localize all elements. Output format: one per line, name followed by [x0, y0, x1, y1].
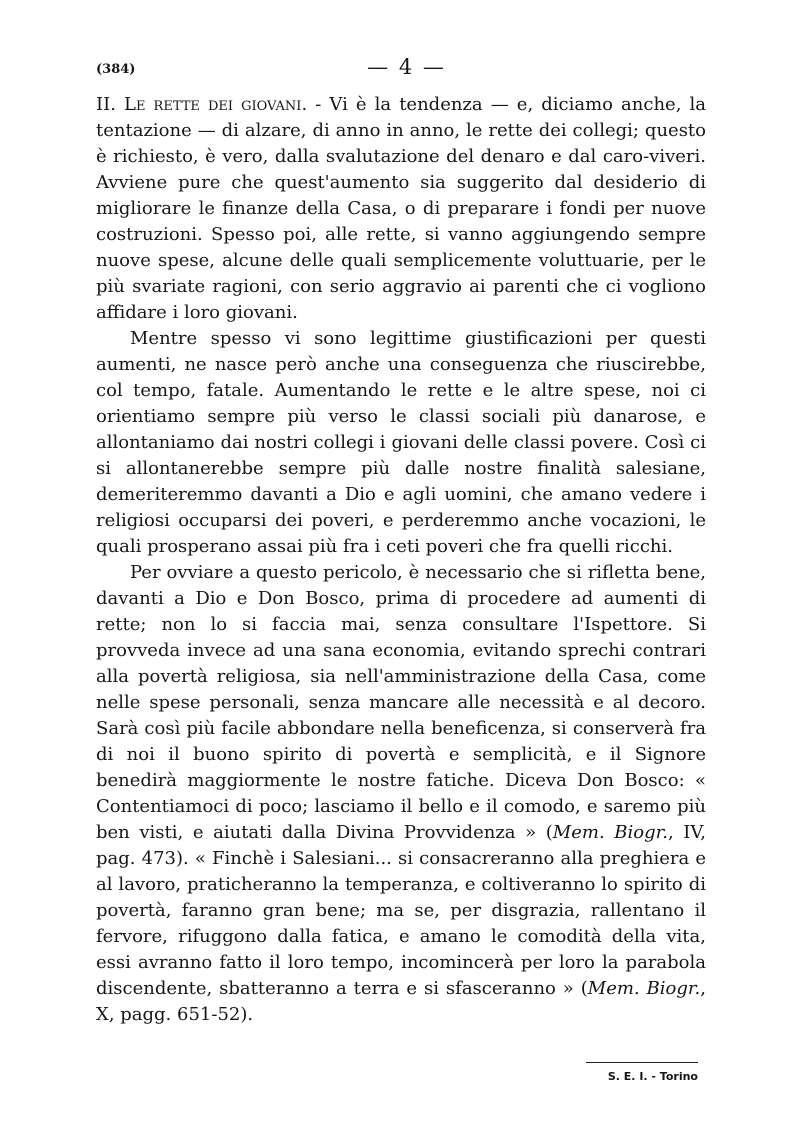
reference-number: (384) [96, 62, 136, 77]
paragraph-1 [96, 92, 706, 326]
page-number: — 4 — [367, 55, 446, 79]
citation-2: Mem. Biogr. [587, 978, 701, 999]
paragraph-2: Mentre spesso vi sono legittime giustificazioni per questi aumenti, ne nasce però anche una conseguenza che riuscirebbe, col tempo, fatale. Aumentando le rette e le altre spese, noi ci orientiamo sempre più verso le classi sociali più danarose, e allontaniamo dai nostri collegi i giovani delle classi povere. Così ci si allontanerebbe sempre più dalle nostre finalità salesiane, demeriteremmo davanti a Dio e agli uomini, che amano vedere i religiosi occuparsi dei poveri, e perderemmo anche vocazioni, le quali prosperano assai più fra i ceti poveri che fra quelli ricchi. [96, 328, 706, 557]
body-text [96, 92, 706, 1028]
section-title: Le rette dei giovani. [124, 94, 308, 115]
paragraph-3-part-b: , IV, pag. 473). « Finchè i Salesiani... si consacreranno alla preghiera e al lavoro, praticheranno la temperanza, e coltiveranno lo spirito di povertà, faranno gran bene; ma se, per disgrazia, rallentano il fervore, rifuggono dalla fatica, e amano le comodità della vita, essi avranno fatto il loro tempo, incomincerà per loro la parabola discendente, sbatteranno a terra e si sfasceranno » ( [96, 822, 706, 999]
citation-1: Mem. Biogr. [552, 822, 668, 843]
paragraph-3-part-c: , X, pagg. 651-52). [96, 978, 706, 1025]
paragraph-1-body: - Vi è la tendenza — e, diciamo anche, la tentazione — di alzare, di anno in anno, le rette dei collegi; questo è richiesto, è vero, dalla svalutazione del denaro e dal caro-viveri. Avviene pure che quest'aumento sia suggerito dal desiderio di migliorare le finanze della Casa, o di preparare i fondi per nuove costruzioni. Spesso poi, alle rette, si vanno aggiungendo sempre nuove spese, alcune delle quali semplicemente voluttuarie, per le più svariate ragioni, con serio aggravio ai parenti che ci vogliono affidare i loro giovani. [96, 94, 706, 323]
paragraph-3-part-a: Per ovviare a questo pericolo, è necessario che si rifletta bene, davanti a Dio e Don Bosco, prima di procedere ad aumenti di rette; non lo si faccia mai, senza consultare l'Ispettore. Si provveda invece ad una sana economia, evitando sprechi contrari alla povertà religiosa, sia nell'amministrazione della Casa, come nelle spese personali, senza mancare alle necessità e al decoro. Sarà così più facile abbondare nella beneficenza, si conserverà fra di noi il buono spirito di povertà e semplicità, e il Signore benedirà maggiormente le nostre fatiche. Diceva Don Bosco: « Contentiamoci di poco; lasciamo il bello e il comodo, e saremo più ben visti, e aiutati dalla Divina Provvidenza » ( [96, 562, 706, 843]
footer-rule [586, 1062, 698, 1063]
section-number: II. [96, 94, 116, 115]
publisher-imprint: S. E. I. - Torino [607, 1070, 698, 1083]
paragraph-3 [96, 560, 706, 1028]
